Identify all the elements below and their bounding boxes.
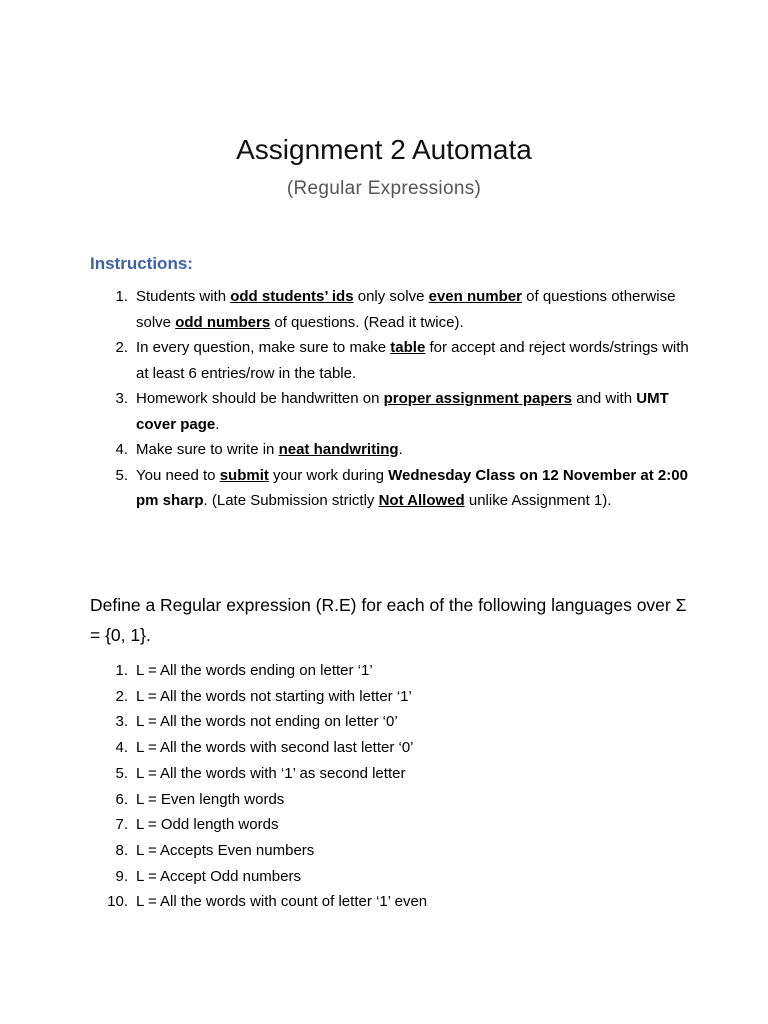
question-number: 10. xyxy=(107,893,128,911)
instruction-text: only solve xyxy=(353,288,429,305)
question-item xyxy=(90,709,690,735)
instruction-text: and with xyxy=(572,390,637,407)
instruction-text: You need to xyxy=(136,466,220,484)
instruction-emphasis: Not Allowed xyxy=(378,492,465,509)
instruction-number: 5. xyxy=(115,466,128,484)
question-number: 3. xyxy=(115,713,128,731)
question-item xyxy=(90,889,690,915)
instruction-text: unlike Assignment 1). xyxy=(464,492,612,509)
document-title: Assignment 2 Automata xyxy=(236,134,532,165)
instruction-number: 3. xyxy=(115,390,128,407)
instruction-bold: UMT cover page xyxy=(136,390,669,433)
instruction-text: . xyxy=(215,415,220,433)
question-number: 2. xyxy=(115,687,128,705)
question-text: L = All the words with second last letter ‘0’ xyxy=(136,739,414,757)
instruction-text: Students with xyxy=(136,288,231,305)
instruction-emphasis: proper assignment papers xyxy=(383,390,573,407)
instruction-emphasis: neat handwriting xyxy=(278,441,399,458)
instruction-item xyxy=(90,284,700,335)
document-subtitle: (Regular Expressions) xyxy=(286,178,482,199)
instruction-item xyxy=(90,335,700,386)
instruction-text: for accept and reject words/strings with at least 6 entries/row in the table. xyxy=(136,339,689,382)
question-item xyxy=(90,684,690,710)
instruction-text: In every question, make sure to make xyxy=(136,339,391,356)
question-number: 8. xyxy=(115,841,128,859)
instruction-number: 2. xyxy=(115,339,128,356)
instruction-text: Make sure to write in xyxy=(136,441,279,458)
instruction-text: Homework should be handwritten on xyxy=(136,390,384,407)
question-text: L = All the words not ending on letter ‘0’ xyxy=(136,713,398,731)
question-item xyxy=(90,812,690,838)
question-text: L = All the words with ‘1’ as second letter xyxy=(136,764,406,782)
instruction-text: . xyxy=(398,441,403,458)
instruction-emphasis: even number xyxy=(428,288,522,305)
question-item xyxy=(90,838,690,864)
question-number: 6. xyxy=(115,790,128,808)
question-text: L = Accepts Even numbers xyxy=(136,841,315,859)
instruction-emphasis: odd students’ ids xyxy=(230,288,354,305)
question-item xyxy=(90,787,690,813)
question-text: L = All the words with count of letter ‘1’ even xyxy=(136,893,428,911)
instruction-item xyxy=(90,386,700,437)
question-item xyxy=(90,761,690,787)
instruction-number: 4. xyxy=(115,441,128,458)
define-prompt: Define a Regular expression (R.E) for each of the following languages over Σ = {0, 1}. xyxy=(90,595,687,645)
instruction-number: 1. xyxy=(115,288,128,305)
question-text: L = Even length words xyxy=(136,790,285,808)
question-text: L = Odd length words xyxy=(136,816,279,834)
question-number: 9. xyxy=(115,867,128,885)
question-number: 4. xyxy=(115,739,128,757)
question-text: L = All the words ending on letter ‘1’ xyxy=(136,662,373,679)
instruction-item xyxy=(90,437,700,463)
instruction-emphasis: odd numbers xyxy=(175,313,271,331)
question-item xyxy=(90,658,690,684)
instruction-bold: Wednesday Class on 12 November at 2:00 pm sharp xyxy=(136,466,688,509)
instructions-heading: Instructions: xyxy=(90,254,193,273)
questions-list xyxy=(90,658,690,915)
question-text: L = All the words not starting with letter ‘1’ xyxy=(136,687,412,705)
question-number: 5. xyxy=(115,764,128,782)
instruction-item xyxy=(90,463,700,514)
instruction-emphasis: submit xyxy=(219,466,269,484)
question-text: L = Accept Odd numbers xyxy=(136,867,301,885)
instructions-list xyxy=(90,284,700,514)
question-item xyxy=(90,735,690,761)
instruction-text: of questions. (Read it twice). xyxy=(270,313,464,331)
instruction-text: . (Late Submission strictly xyxy=(203,492,379,509)
instruction-text: your work during xyxy=(268,466,389,484)
instruction-text: of questions otherwise solve xyxy=(136,288,676,331)
question-number: 1. xyxy=(115,662,128,679)
question-number: 7. xyxy=(115,816,128,834)
question-item xyxy=(90,864,690,890)
instruction-emphasis: table xyxy=(390,339,426,356)
